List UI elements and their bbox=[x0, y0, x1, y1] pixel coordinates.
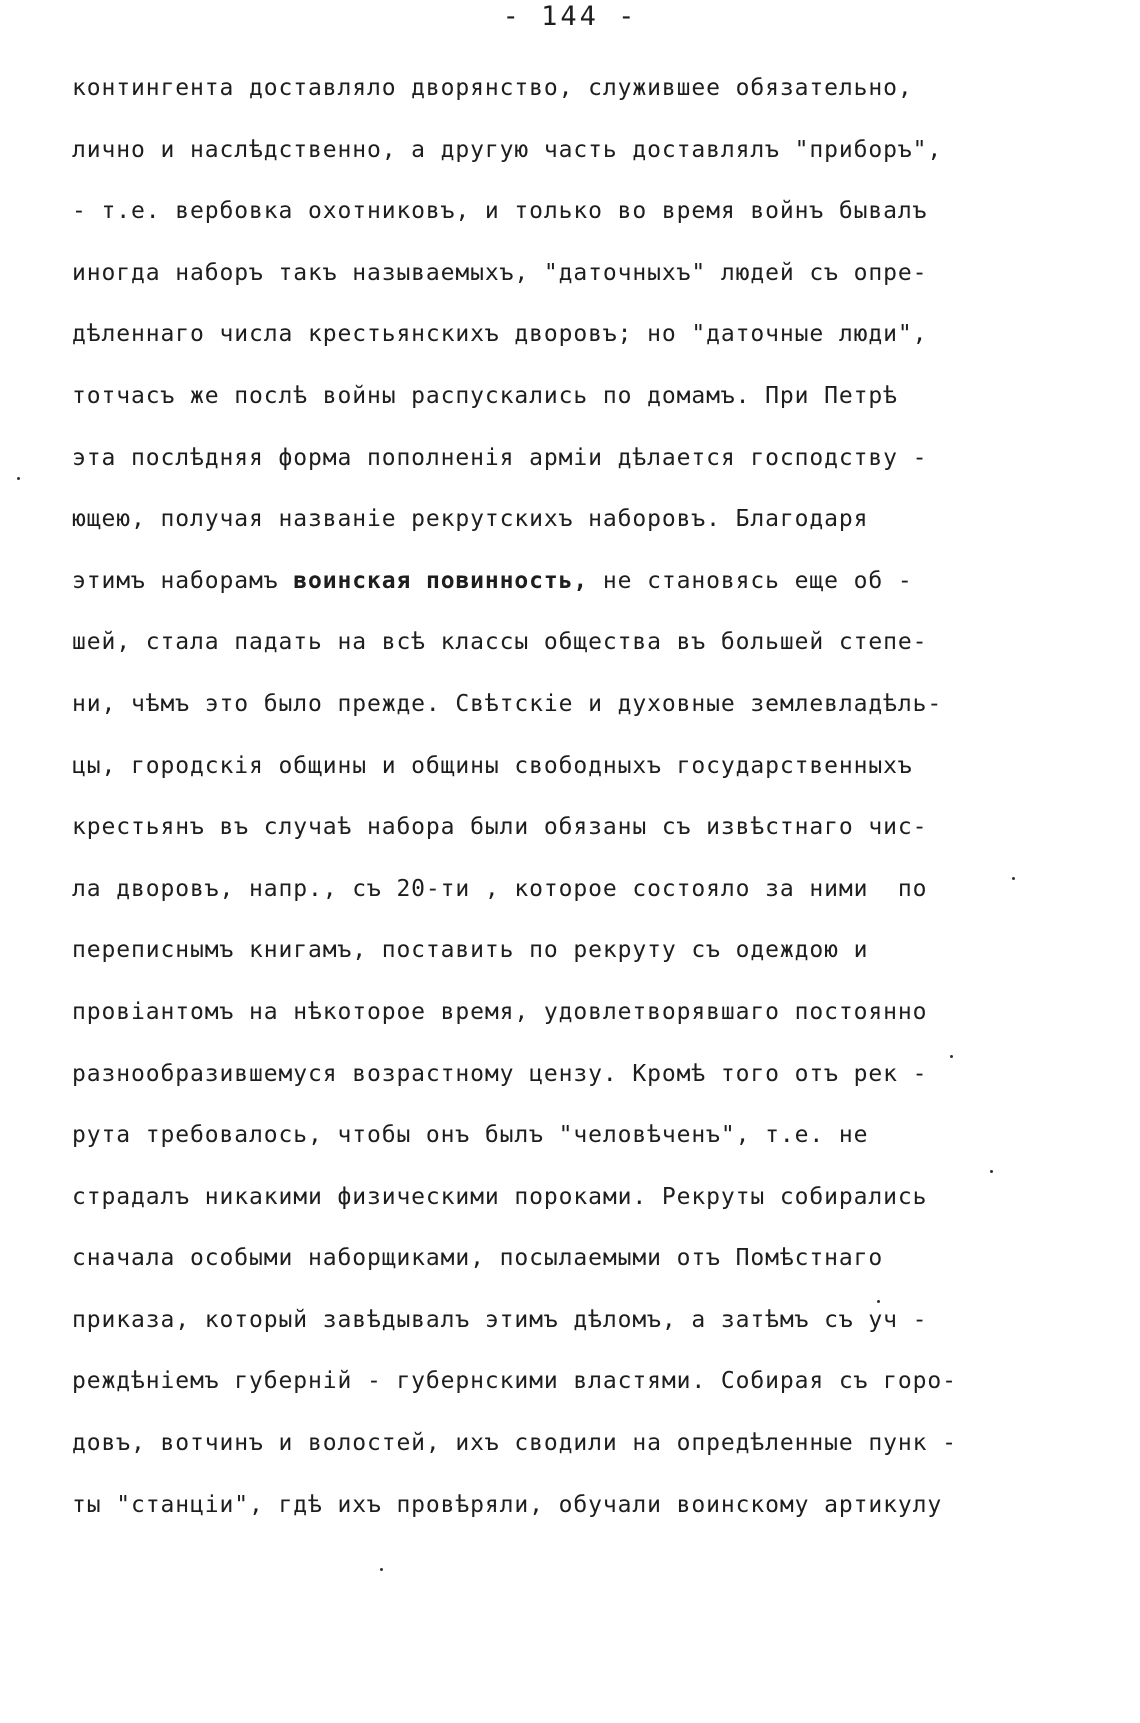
text-line: довъ, вотчинъ и волостей, ихъ сводили на опредѣленные пунк - bbox=[72, 1430, 957, 1457]
line-suffix: не становясь еще об - bbox=[588, 567, 913, 594]
text-line: контингента доставляло дворянство, служившее обязательно, bbox=[72, 75, 913, 101]
text-line-with-emphasis bbox=[72, 563, 957, 625]
text-line: разнообразившемуся возрастному цензу. Кромѣ того отъ рек - bbox=[72, 1060, 928, 1087]
text-line: переписнымъ книгамъ, поставить по рекруту съ одеждою и bbox=[72, 937, 869, 964]
text-line: ты "станціи", гдѣ ихъ провѣряли, обучали воинскому артикулу bbox=[72, 1491, 943, 1518]
scan-speck bbox=[950, 1055, 953, 1058]
text-line: эта послѣдняя форма пополненія арміи дѣлается господству - bbox=[72, 444, 928, 471]
emphasized-phrase: воинская повинность, bbox=[293, 567, 589, 594]
scan-speck bbox=[990, 1170, 993, 1173]
text-line: иногда наборъ такъ называемыхъ, "даточныхъ" людей съ опре- bbox=[72, 259, 928, 286]
text-line: ни, чѣмъ это было прежде. Свѣтскіе и духовные землевладѣль- bbox=[72, 690, 943, 717]
text-line: страдалъ никакими физическими пороками. Рекруты собирались bbox=[72, 1183, 928, 1210]
scan-speck bbox=[380, 1568, 383, 1571]
body-text bbox=[72, 70, 957, 1548]
text-line: цы, городскія общины и общины свободныхъ государственныхъ bbox=[72, 752, 913, 779]
page-number: - 144 - bbox=[502, 1, 638, 32]
scan-speck bbox=[17, 477, 20, 480]
text-line: тотчасъ же послѣ войны распускались по домамъ. При Петрѣ bbox=[72, 382, 898, 409]
text-line: дѣленнаго числа крестьянскихъ дворовъ; но "даточные люди", bbox=[72, 321, 928, 348]
line-prefix: этимъ наборамъ bbox=[72, 567, 294, 594]
text-line: крестьянъ въ случаѣ набора были обязаны съ извѣстнаго чис- bbox=[72, 814, 928, 841]
text-line: лично и наслѣдственно, а другую часть доставлялъ "приборъ", bbox=[72, 136, 943, 163]
text-line: сначала особыми наборщиками, посылаемыми отъ Помѣстнаго bbox=[72, 1245, 884, 1272]
text-line: - т.е. вербовка охотниковъ, и только во время войнъ бывалъ bbox=[72, 198, 928, 225]
text-line: ющею, получая названіе рекрутскихъ наборовъ. Благодаря bbox=[72, 506, 869, 533]
scan-speck bbox=[877, 1300, 880, 1303]
scan-speck bbox=[1012, 877, 1015, 880]
text-line: реждѣніемъ губерній - губернскими властями. Собирая съ горо- bbox=[72, 1368, 957, 1395]
text-line: ла дворовъ, напр., съ 20-ти , которое состояло за ними по bbox=[72, 875, 928, 902]
text-line: провіантомъ на нѣкоторое время, удовлетворявшаго постоянно bbox=[72, 998, 928, 1025]
text-line: приказа, который завѣдывалъ этимъ дѣломъ, а затѣмъ съ уч - bbox=[72, 1306, 928, 1333]
text-line: шей, стала падать на всѣ классы общества въ большей степе- bbox=[72, 629, 928, 656]
text-line: рута требовалось, чтобы онъ былъ "человѣченъ", т.е. не bbox=[72, 1122, 869, 1149]
